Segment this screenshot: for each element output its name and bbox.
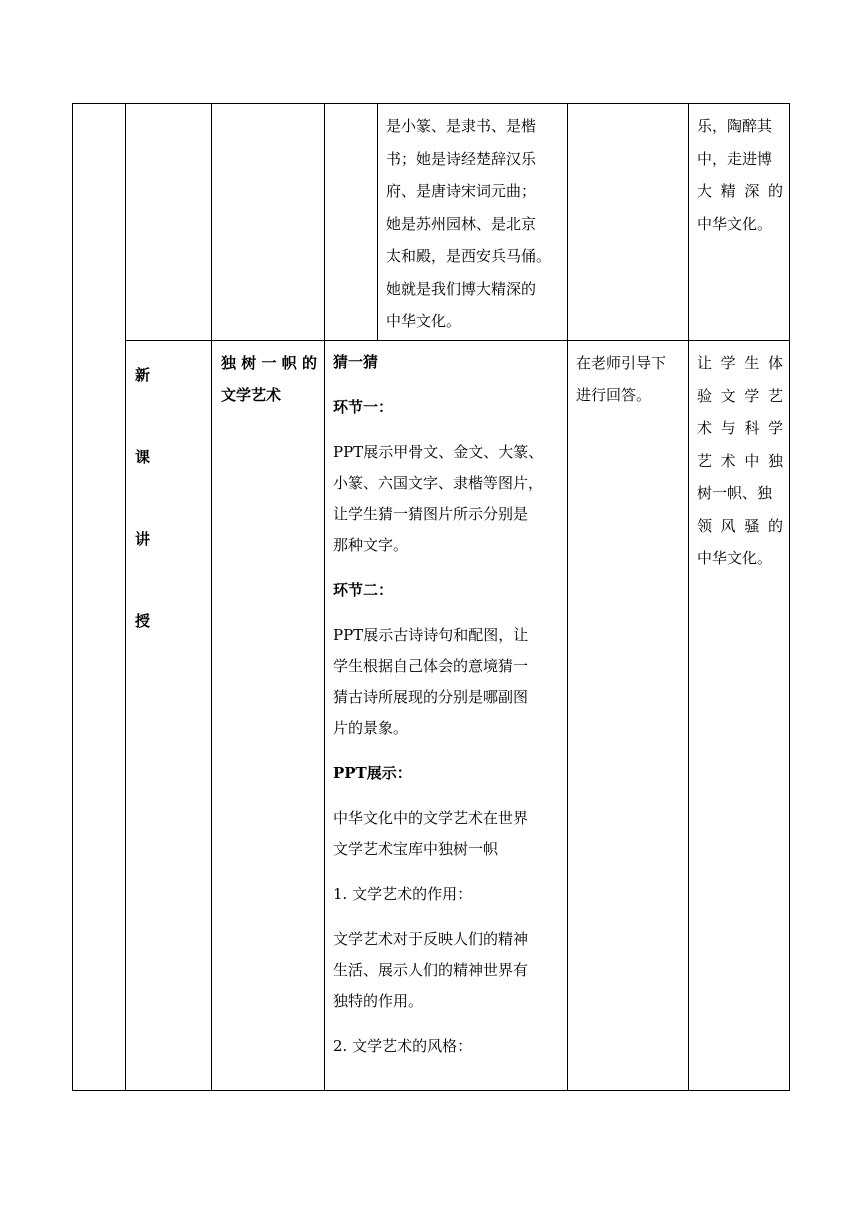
text-line: 在老师引导下: [576, 354, 667, 372]
row-divider: [125, 340, 790, 341]
text-line: 艺术中独: [697, 451, 783, 470]
text-line: 进行回答。: [576, 386, 652, 404]
text-line: 她就是我们博大精深的: [386, 279, 537, 298]
text-line: 书；她是诗经楚辞汉乐: [386, 149, 537, 168]
stage-char: 课: [135, 448, 151, 466]
column-line-5: [567, 103, 568, 1091]
text-line: 是小篆、是隶书、是楷: [386, 117, 537, 135]
column-line-2: [125, 103, 126, 1091]
column-line-6: [688, 103, 689, 1091]
column-line-1: [72, 103, 73, 1091]
text-line: 文学艺术宝库中独树一帜: [333, 840, 499, 858]
table-bottom-border: [72, 1090, 790, 1091]
row1-content-cell: [386, 110, 560, 338]
text-line: 太和殿，是西安兵马俑。: [386, 247, 552, 265]
text-line: 中华文化。: [697, 214, 773, 233]
item1-title: 1. 文学艺术的作用：: [333, 885, 473, 903]
text-line: 片的景象。: [333, 719, 409, 737]
text-line: 术与科学: [697, 419, 783, 437]
row2-topic-cell: [221, 347, 317, 411]
row1-goal-cell: [697, 110, 783, 240]
text-line: 领风骚的: [697, 516, 783, 535]
ppt-title: PPT展示：: [333, 764, 412, 782]
text-line: 乐，陶醉其: [697, 117, 773, 135]
row2-goal-cell: [697, 347, 783, 575]
text-line: 学生根据自己体会的意境猜一: [333, 657, 529, 675]
stage-char: 讲: [135, 530, 151, 548]
text-line: 猜古诗所展现的分别是哪副图: [333, 688, 529, 706]
text-line: 中华文化。: [386, 312, 462, 330]
text-line: 文学艺术对于反映人们的精神: [333, 930, 529, 948]
topic-line: 独树一帜的: [221, 354, 317, 372]
text-line: 验文学艺: [697, 386, 783, 405]
column-line-4: [324, 103, 325, 1091]
row2-content-cell: [333, 347, 561, 1062]
text-line: PPT展示甲骨文、金文、大篆、: [333, 443, 544, 461]
content-title: 猜一猜: [333, 353, 379, 371]
text-line: 生活、展示人们的精神世界有: [333, 961, 529, 979]
link2-title: 环节二：: [333, 581, 394, 599]
stage-char: 授: [135, 612, 151, 630]
row2-student-cell: [576, 347, 684, 411]
item2-title: 2. 文学艺术的风格：: [333, 1037, 473, 1055]
link1-title: 环节一：: [333, 398, 394, 416]
text-line: 让学生猜一猜图片所示分别是: [333, 505, 529, 523]
text-line: 中华文化中的文学艺术在世界: [333, 809, 529, 827]
text-line: 府、是唐诗宋词元曲；: [386, 182, 537, 200]
text-line: 中华文化。: [697, 549, 773, 567]
text-line: 树一帜、独: [697, 484, 773, 502]
text-line: 小篆、六国文字、隶楷等图片，: [333, 474, 544, 492]
text-line: 大精深的: [697, 182, 783, 200]
text-line: 那种文字。: [333, 536, 409, 554]
column-line-3: [211, 103, 212, 1091]
text-line: 独特的作用。: [333, 992, 424, 1010]
row2-stage-cell: [135, 364, 155, 692]
topic-line: 文学艺术: [221, 386, 282, 404]
text-line: 她是苏州园林、是北京: [386, 214, 537, 233]
table-top-border: [72, 103, 790, 104]
stage-char: 新: [135, 366, 151, 384]
inner-cell-line: [377, 103, 378, 340]
column-line-7: [789, 103, 790, 1091]
text-line: PPT展示古诗诗句和配图，让: [333, 626, 529, 644]
text-line: 中，走进博: [697, 149, 773, 168]
text-line: 让学生体: [697, 354, 783, 372]
